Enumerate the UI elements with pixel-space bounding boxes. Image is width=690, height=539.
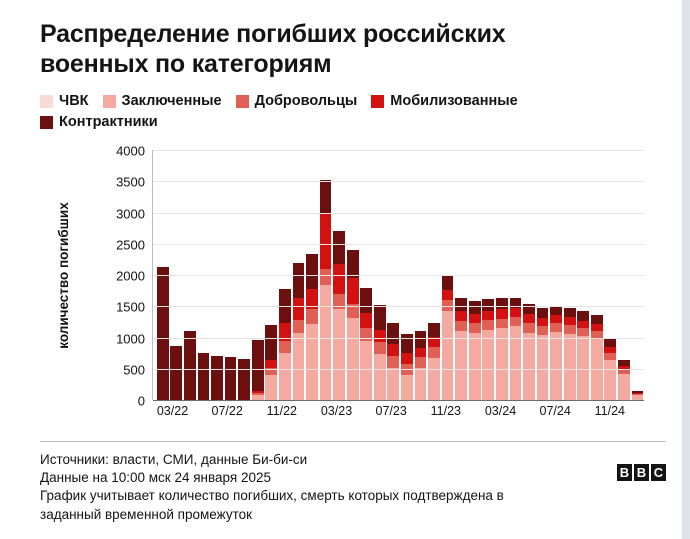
- bar-segment: [496, 298, 508, 310]
- bar-segment: [564, 317, 576, 325]
- legend-swatch-icon: [103, 95, 116, 108]
- legend-item-label: Мобилизованные: [390, 93, 518, 109]
- bar-segment: [591, 315, 603, 324]
- bar-segment: [496, 328, 508, 400]
- bar-segment: [360, 313, 372, 329]
- bar-segment: [333, 264, 345, 294]
- bar-segment: [455, 321, 467, 331]
- bar-segment: [387, 323, 399, 344]
- legend-item: [103, 93, 222, 109]
- legend-item: [40, 114, 158, 130]
- bar-segment: [374, 305, 386, 330]
- legend-swatch-icon: [40, 116, 53, 129]
- bar-segment: [415, 331, 427, 347]
- bbc-logo-letter-3: C: [651, 464, 666, 481]
- source-note: [40, 451, 560, 524]
- y-axis-tick-label: 1000: [116, 331, 145, 346]
- x-axis-tick-label: 07/22: [211, 404, 243, 418]
- bar-segment: [510, 317, 522, 326]
- bar-segment: [604, 360, 616, 400]
- methodology-line-1: График учитывает количество погибших, смерть которых подтверждена в: [40, 488, 504, 504]
- methodology-line-2: заданный временной промежуток: [40, 506, 253, 522]
- bar-segment: [550, 323, 562, 332]
- bar-segment: [564, 308, 576, 317]
- gridline: [116, 174, 644, 190]
- legend-item-label: Заключенные: [121, 93, 222, 109]
- bar-segment: [442, 311, 454, 400]
- bbc-logo: [617, 464, 666, 481]
- bar-segment: [347, 250, 359, 278]
- bar-segment: [347, 278, 359, 304]
- bar-segment: [442, 276, 454, 290]
- bar-segment: [265, 325, 277, 360]
- bar-segment: [238, 359, 250, 400]
- gridline: [137, 393, 644, 409]
- legend-item: [236, 93, 358, 109]
- x-axis: [152, 404, 644, 424]
- gridline: [116, 268, 644, 284]
- legend-item-label: ЧВК: [59, 93, 89, 109]
- bar-segment: [360, 288, 372, 313]
- legend-swatch-icon: [236, 95, 249, 108]
- bar-segment: [523, 314, 535, 323]
- bar-segment: [604, 339, 616, 347]
- x-axis-tick-label: 07/24: [539, 404, 571, 418]
- bar-segment: [306, 309, 318, 323]
- plot-region: [116, 143, 644, 409]
- bar-segment: [469, 314, 481, 323]
- x-axis-tick-label: 11/22: [266, 404, 298, 418]
- bar-segment: [265, 375, 277, 400]
- bar-segment: [455, 311, 467, 321]
- bar-segment: [428, 358, 440, 401]
- bar-segment: [265, 360, 277, 368]
- x-axis-tick-label: 11/23: [430, 404, 462, 418]
- bar-segment: [482, 299, 494, 310]
- x-axis-tick-label: 03/24: [484, 404, 517, 418]
- bbc-logo-letter-2: B: [634, 464, 649, 481]
- bar-segment: [523, 323, 535, 332]
- gridline: [116, 299, 644, 315]
- bar-segment: [550, 332, 562, 400]
- legend-item: [40, 93, 89, 109]
- bar-segment: [537, 335, 549, 400]
- bar-segment: [170, 346, 182, 400]
- gridline: [116, 331, 644, 346]
- bar-segment: [320, 180, 332, 213]
- bar-segment: [293, 320, 305, 333]
- legend-item-label: Добровольцы: [254, 93, 358, 109]
- bar-segment: [415, 357, 427, 368]
- bar-segment: [198, 353, 210, 401]
- bar-segment: [320, 269, 332, 285]
- chart-area: [40, 142, 660, 427]
- bar-segment: [279, 341, 291, 352]
- bar-segment: [469, 333, 481, 400]
- bar-segment: [387, 368, 399, 401]
- bar-segment: [469, 323, 481, 333]
- chart-legend: [40, 93, 600, 130]
- bar-segment: [387, 356, 399, 368]
- y-axis-tick-label: 3500: [116, 174, 145, 190]
- gridline: [123, 362, 644, 378]
- bar-segment: [496, 319, 508, 328]
- x-axis-tick-label: 03/22: [156, 404, 189, 418]
- bar-segment: [537, 308, 549, 318]
- y-axis-tick-label: 1500: [116, 299, 145, 315]
- x-axis-tick-label: 07/23: [375, 404, 407, 418]
- bar-segment: [577, 321, 589, 329]
- y-axis-tick-label: 500: [123, 362, 145, 378]
- bar-segment: [455, 331, 467, 400]
- page-title: Распределение погибших российских военных по категориям: [40, 20, 506, 78]
- legend-item: [371, 93, 517, 109]
- bbc-logo-letter-1: B: [617, 464, 632, 481]
- bar-segment: [333, 231, 345, 264]
- bar-segment: [496, 309, 508, 318]
- bar-segment: [550, 315, 562, 323]
- bar-segment: [591, 324, 603, 331]
- bar-segment: [360, 328, 372, 341]
- bar-segment: [455, 298, 467, 312]
- bar-segment: [293, 333, 305, 401]
- bar-segment: [211, 356, 223, 400]
- bar-segment: [415, 368, 427, 401]
- bar-segment: [360, 341, 372, 400]
- legend-item-label: Контрактники: [59, 114, 158, 130]
- x-axis-tick-label: 11/24: [594, 404, 626, 418]
- bar-segment: [320, 285, 332, 400]
- bar-segment: [482, 311, 494, 320]
- y-axis-tick-label: 2500: [116, 237, 145, 253]
- bar-segment: [469, 301, 481, 314]
- bar-segment: [564, 334, 576, 400]
- bar-segment: [428, 323, 440, 337]
- y-axis-tick-label: 3000: [116, 206, 145, 221]
- bar-segment: [604, 353, 616, 361]
- gridline: [116, 143, 644, 159]
- source-line: Источники: власти, СМИ, данные Би-би-си: [40, 452, 308, 467]
- bar-segment: [577, 311, 589, 320]
- x-axis-tick-label: 03/23: [320, 404, 353, 418]
- bar-segment: [252, 340, 264, 391]
- bar-segment: [537, 318, 549, 326]
- bar-segment: [401, 375, 413, 400]
- bar-segment: [225, 357, 237, 400]
- legend-swatch-icon: [371, 95, 384, 108]
- bar-segment: [293, 298, 305, 321]
- bar-segment: [374, 354, 386, 400]
- bar-segment: [564, 325, 576, 334]
- y-axis-tick-label: 2000: [116, 268, 145, 284]
- bar-segment: [482, 330, 494, 400]
- bar-segment: [306, 324, 318, 400]
- bar-segment: [320, 213, 332, 269]
- bar-segment: [374, 330, 386, 342]
- bar-segment: [415, 348, 427, 357]
- bar-segment: [537, 326, 549, 335]
- bar-segment: [374, 342, 386, 354]
- legend-swatch-icon: [40, 95, 53, 108]
- data-date-line: Данные на 10:00 мск 24 января 2025: [40, 470, 271, 486]
- gridline: [116, 206, 644, 221]
- y-axis-tick-label: 0: [137, 393, 145, 409]
- y-axis-label: количество погибших: [55, 201, 71, 349]
- bar-segment: [523, 333, 535, 401]
- y-axis-tick-label: 4000: [116, 143, 145, 159]
- bar-segment: [157, 267, 169, 400]
- bar-segment: [442, 290, 454, 300]
- bar-segment: [387, 344, 399, 355]
- bar-segment: [577, 328, 589, 336]
- bar-segment: [279, 353, 291, 401]
- bar-segment: [184, 331, 196, 400]
- bar-segment: [333, 309, 345, 400]
- chart-footer: [40, 441, 666, 524]
- bar-segment: [347, 318, 359, 400]
- page-edge-strip: [682, 0, 690, 539]
- bar-segment: [306, 254, 318, 289]
- bar-segment: [293, 263, 305, 298]
- bar-segment: [482, 320, 494, 330]
- bar-segment: [618, 374, 630, 400]
- bar-segment: [510, 308, 522, 317]
- gridline: [116, 237, 644, 253]
- bar-segment: [428, 347, 440, 358]
- bar-segment: [401, 353, 413, 364]
